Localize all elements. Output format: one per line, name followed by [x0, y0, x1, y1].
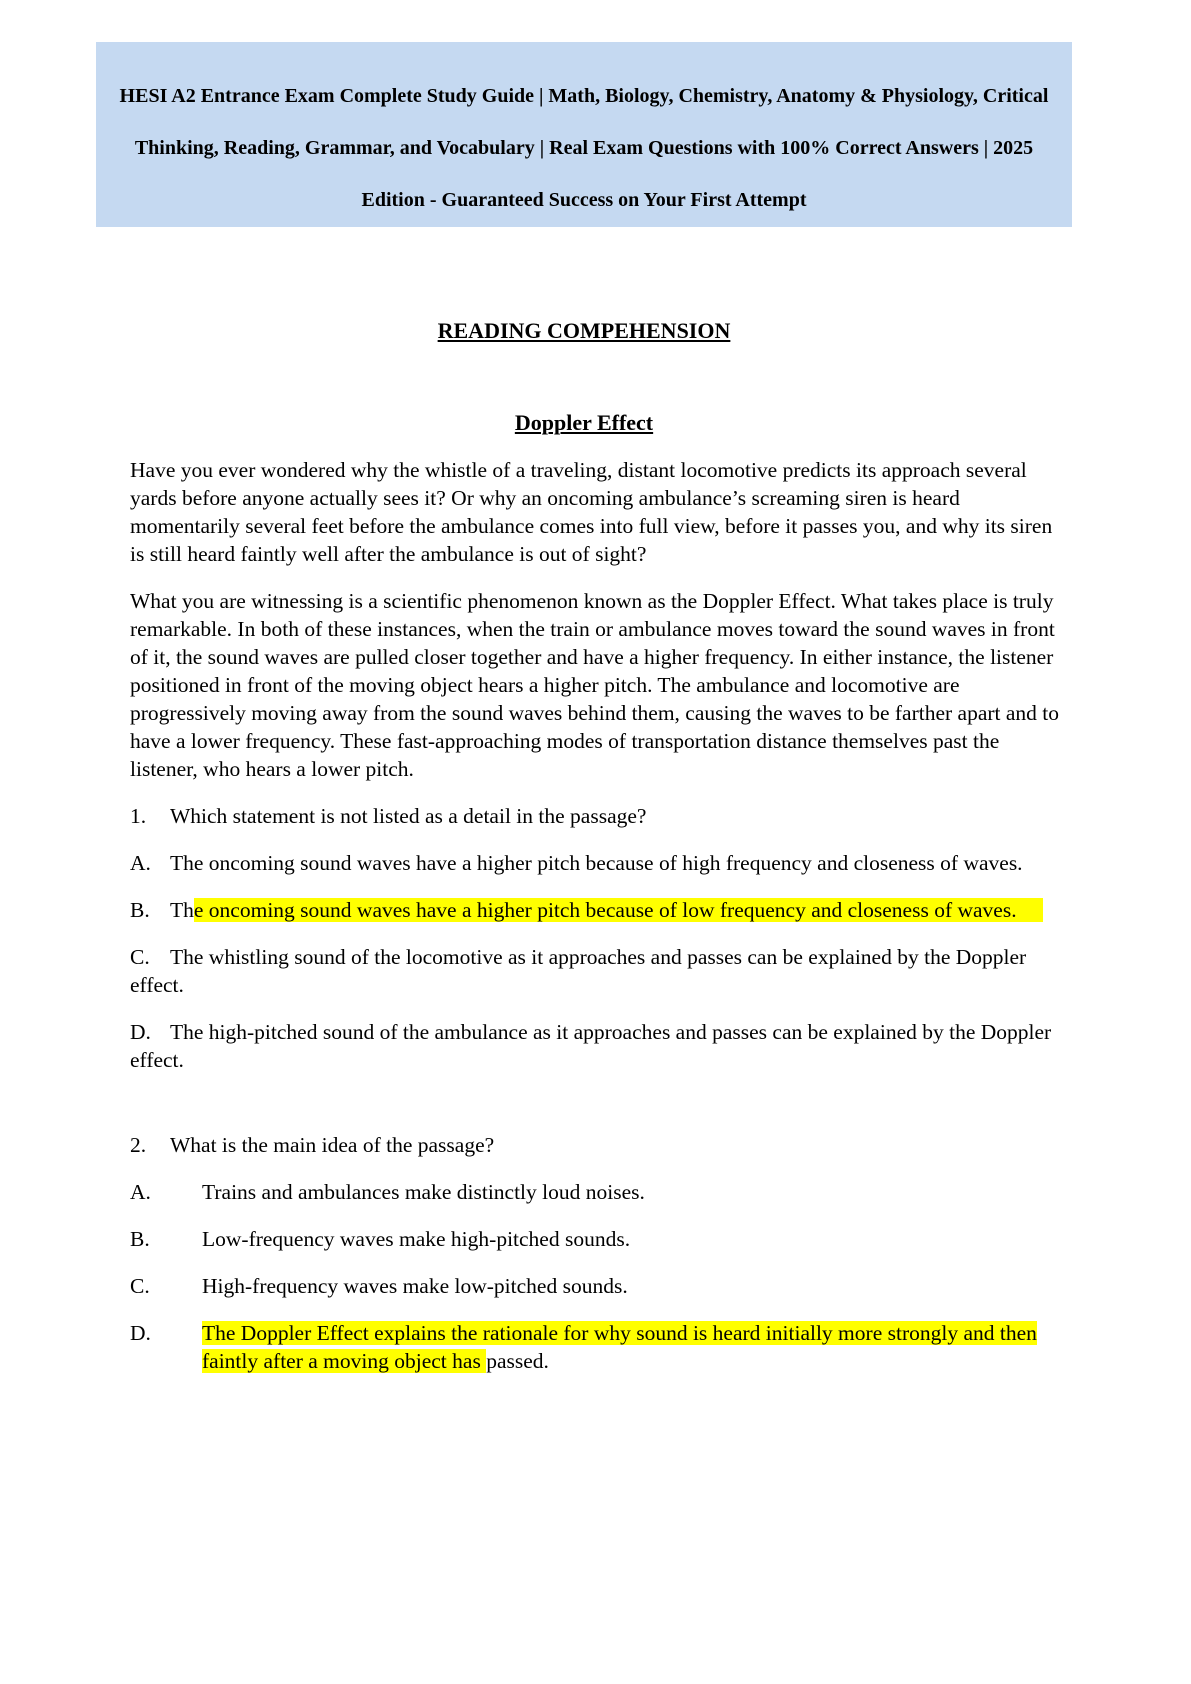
- answer-option-2c: [130, 1272, 1060, 1300]
- highlight-tail: [1017, 898, 1044, 922]
- option-letter: A.: [130, 1180, 151, 1204]
- option-letter: A.: [130, 851, 151, 875]
- document-title: HESI A2 Entrance Exam Complete Study Guide | Math, Biology, Chemistry, Anatomy & Physiology, Critical Thinking, Reading, Grammar, and Vocabulary | Real Exam Questions with 100% Correct Answers | 2025 Edition - Guaranteed Success on Your First Attempt: [119, 85, 1049, 211]
- section-title: READING COMPEHENSION: [437, 318, 731, 343]
- answer-option-1c: [130, 943, 1060, 999]
- question-1: [130, 802, 1060, 830]
- question-text: Which statement is not listed as a detail in the passage?: [170, 804, 647, 828]
- option-text: Low-frequency waves make high-pitched sounds.: [202, 1227, 631, 1251]
- question-text: What is the main idea of the passage?: [170, 1133, 495, 1157]
- option-letter: B.: [130, 1227, 150, 1251]
- question-number: 2.: [130, 1133, 147, 1157]
- option-text-suffix: passed.: [486, 1349, 549, 1373]
- answer-option-1d: [130, 1018, 1060, 1074]
- passage-title: Doppler Effect: [514, 410, 654, 435]
- option-letter: D.: [130, 1321, 151, 1345]
- spacer: [130, 1093, 1060, 1131]
- option-text: High-frequency waves make low-pitched sounds.: [202, 1274, 628, 1298]
- option-text: The high-pitched sound of the ambulance as it approaches and passes can be explained by the Doppler effect.: [130, 1020, 1052, 1072]
- question-number: 1.: [130, 804, 147, 828]
- option-letter: D.: [130, 1020, 151, 1044]
- question-2: [130, 1131, 1060, 1159]
- passage-paragraph: Have you ever wondered why the whistle of a traveling, distant locomotive predicts its approach several yards before anyone actually sees it? Or why an oncoming ambulance’s screaming siren is heard momentarily several feet before the ambulance comes into full view, before it passes you, and why its siren is still heard faintly well after the ambulance is out of sight?: [130, 458, 1053, 566]
- option-text: The whistling sound of the locomotive as it approaches and passes can be explained by the Doppler effect.: [130, 945, 1027, 997]
- answer-option-2a: [130, 1178, 1060, 1206]
- header-banner: [96, 42, 1072, 227]
- option-text: Trains and ambulances make distinctly loud noises.: [202, 1180, 645, 1204]
- answer-option-1a: [130, 849, 1060, 877]
- option-letter: B.: [130, 898, 150, 922]
- answer-option-1b: [130, 896, 1060, 924]
- highlighted-answer: e oncoming sound waves have a higher pitch because of low frequency and closeness of waves.: [193, 898, 1017, 922]
- option-text-prefix: Th: [170, 898, 194, 922]
- highlighted-answer: The Doppler Effect explains the rationale for why sound is heard initially more strongly and then faintly after a moving object has: [202, 1321, 1037, 1373]
- option-body: [202, 1319, 1060, 1375]
- passage-paragraph: What you are witnessing is a scientific phenomenon known as the Doppler Effect. What takes place is truly remarkable. In both of these instances, when the train or ambulance moves toward the sound waves in front of it, the sound waves are pulled closer together and have a higher frequency. In either instance, the listener positioned in front of the moving object hears a higher pitch. The ambulance and locomotive are progressively moving away from the sound waves behind them, causing the waves to be farther apart and to have a lower frequency. These fast-approaching modes of transportation distance themselves past the listener, who hears a lower pitch.: [130, 589, 1060, 781]
- option-text: The oncoming sound waves have a higher pitch because of high frequency and closeness of waves.: [170, 851, 1023, 875]
- option-letter: C.: [130, 1274, 150, 1298]
- option-letter: C.: [130, 945, 150, 969]
- answer-option-2d: [130, 1319, 1060, 1375]
- passage-content: [130, 456, 1060, 1394]
- answer-option-2b: [130, 1225, 1060, 1253]
